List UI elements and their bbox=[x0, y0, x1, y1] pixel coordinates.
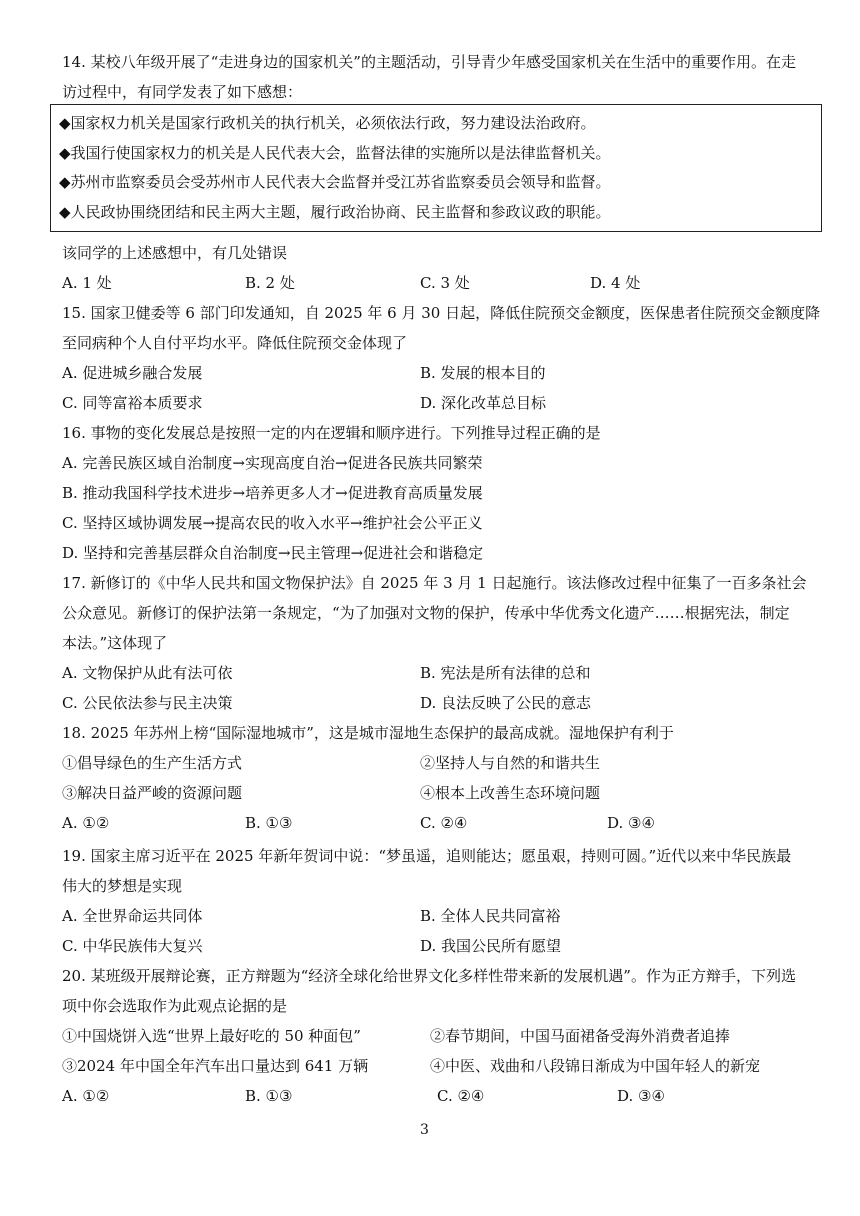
q20-option-d: D. ③④ bbox=[617, 1087, 665, 1105]
q14-box-item: ◆苏州市监察委员会受苏州市人民代表大会监督并受江苏省监察委员会领导和监督。 bbox=[59, 173, 611, 191]
q20-option-b: B. ①③ bbox=[245, 1087, 293, 1105]
q14-option-b: B. 2 处 bbox=[245, 274, 295, 292]
q14-question: 该同学的上述感想中，有几处错误 bbox=[62, 244, 288, 262]
q14-option-d: D. 4 处 bbox=[590, 274, 641, 292]
q14-quote-box bbox=[50, 104, 822, 232]
q19-option-d: D. 我国公民所有愿望 bbox=[420, 937, 562, 955]
q20-item-1: ①中国烧饼入选“世界上最好吃的 50 种面包” bbox=[62, 1027, 361, 1045]
q17-stem-line1: 17. 新修订的《中华人民共和国文物保护法》自 2025 年 3 月 1 日起施行。该法修改过程中征集了一百多条社会 bbox=[62, 574, 807, 592]
q16-stem: 16. 事物的变化发展总是按照一定的内在逻辑和顺序进行。下列推导过程正确的是 bbox=[62, 424, 601, 442]
q18-stem: 18. 2025 年苏州上榜“国际湿地城市”，这是城市湿地生态保护的最高成就。湿地保护有利于 bbox=[62, 724, 674, 742]
q15-option-c: C. 同等富裕本质要求 bbox=[62, 394, 203, 412]
q17-option-d: D. 良法反映了公民的意志 bbox=[420, 694, 592, 712]
q14-option-a: A. 1 处 bbox=[62, 274, 112, 292]
q16-option-c: C. 坚持区域协调发展→提高农民的收入水平→维护社会公平正义 bbox=[62, 514, 483, 532]
q15-option-b: B. 发展的根本目的 bbox=[420, 364, 546, 382]
q20-stem-line1: 20. 某班级开展辩论赛，正方辩题为“经济全球化给世界文化多样性带来新的发展机遇”。作为正方辩手，下列选 bbox=[62, 967, 796, 985]
q15-stem-line2: 至同病种个人自付平均水平。降低住院预交金体现了 bbox=[62, 334, 408, 352]
q20-option-c: C. ②④ bbox=[437, 1087, 485, 1105]
q20-item-3: ③2024 年中国全年汽车出口量达到 641 万辆 bbox=[62, 1057, 369, 1075]
q15-option-a: A. 促进城乡融合发展 bbox=[62, 364, 203, 382]
q18-item-3: ③解决日益严峻的资源问题 bbox=[62, 784, 243, 802]
q19-stem-line2: 伟大的梦想是实现 bbox=[62, 877, 183, 895]
q16-option-d: D. 坚持和完善基层群众自治制度→民主管理→促进社会和谐稳定 bbox=[62, 544, 484, 562]
q17-stem-line2: 公众意见。新修订的保护法第一条规定，“为了加强对文物的保护，传承中华优秀文化遗产……根据宪法，制定 bbox=[62, 604, 790, 622]
q17-stem-line3: 本法。”这体现了 bbox=[62, 634, 168, 652]
q20-item-2: ②春节期间，中国马面裙备受海外消费者追捧 bbox=[430, 1027, 731, 1045]
q14-box-item: ◆我国行使国家权力的机关是人民代表大会，监督法律的实施所以是法律监督机关。 bbox=[59, 143, 611, 162]
q18-option-a: A. ①② bbox=[62, 814, 110, 832]
q17-option-a: A. 文物保护从此有法可依 bbox=[62, 664, 233, 682]
q15-stem-line1: 15. 国家卫健委等 6 部门印发通知，自 2025 年 6 月 30 日起，降低住院预交金额度，医保患者住院预交金额度降 bbox=[62, 304, 821, 322]
q20-option-a: A. ①② bbox=[62, 1087, 110, 1105]
q18-item-1: ①倡导绿色的生产生活方式 bbox=[62, 754, 243, 772]
q18-item-4: ④根本上改善生态环境问题 bbox=[420, 784, 601, 802]
q14-box-item: ◆人民政协围绕团结和民主两大主题，履行政治协商、民主监督和参政议政的职能。 bbox=[59, 202, 611, 221]
q14-box-item: ◆国家权力机关是国家行政机关的执行机关，必须依法行政，努力建设法治政府。 bbox=[59, 114, 596, 132]
q19-option-b: B. 全体人民共同富裕 bbox=[420, 907, 561, 925]
q20-item-4: ④中医、戏曲和八段锦日渐成为中国年轻人的新宠 bbox=[430, 1057, 761, 1075]
q17-option-b: B. 宪法是所有法律的总和 bbox=[420, 664, 591, 682]
q16-option-a: A. 完善民族区域自治制度→实现高度自治→促进各民族共同繁荣 bbox=[62, 454, 483, 472]
q16-option-b: B. 推动我国科学技术进步→培养更多人才→促进教育高质量发展 bbox=[62, 484, 483, 502]
q18-option-d: D. ③④ bbox=[607, 814, 655, 832]
q15-option-d: D. 深化改革总目标 bbox=[420, 394, 547, 412]
q14-stem-line1: 14. 某校八年级开展了“走进身边的国家机关”的主题活动，引导青少年感受国家机关在生活中的重要作用。在走 bbox=[62, 53, 796, 71]
q19-option-c: C. 中华民族伟大复兴 bbox=[62, 937, 203, 955]
q14-stem-line2: 访过程中，有同学发表了如下感想： bbox=[62, 83, 303, 101]
q19-option-a: A. 全世界命运共同体 bbox=[62, 907, 203, 925]
q20-stem-line2: 项中你会选取作为此观点论据的是 bbox=[62, 997, 288, 1015]
q14-option-c: C. 3 处 bbox=[420, 274, 470, 292]
q17-option-c: C. 公民依法参与民主决策 bbox=[62, 694, 233, 712]
q18-item-2: ②坚持人与自然的和谐共生 bbox=[420, 754, 601, 772]
q18-option-c: C. ②④ bbox=[420, 814, 468, 832]
q19-stem-line1: 19. 国家主席习近平在 2025 年新年贺词中说：“梦虽遥，追则能达；愿虽艰，持则可圆。”近代以来中华民族最 bbox=[62, 847, 792, 865]
q18-option-b: B. ①③ bbox=[245, 814, 293, 832]
page-number: 3 bbox=[420, 1122, 429, 1138]
